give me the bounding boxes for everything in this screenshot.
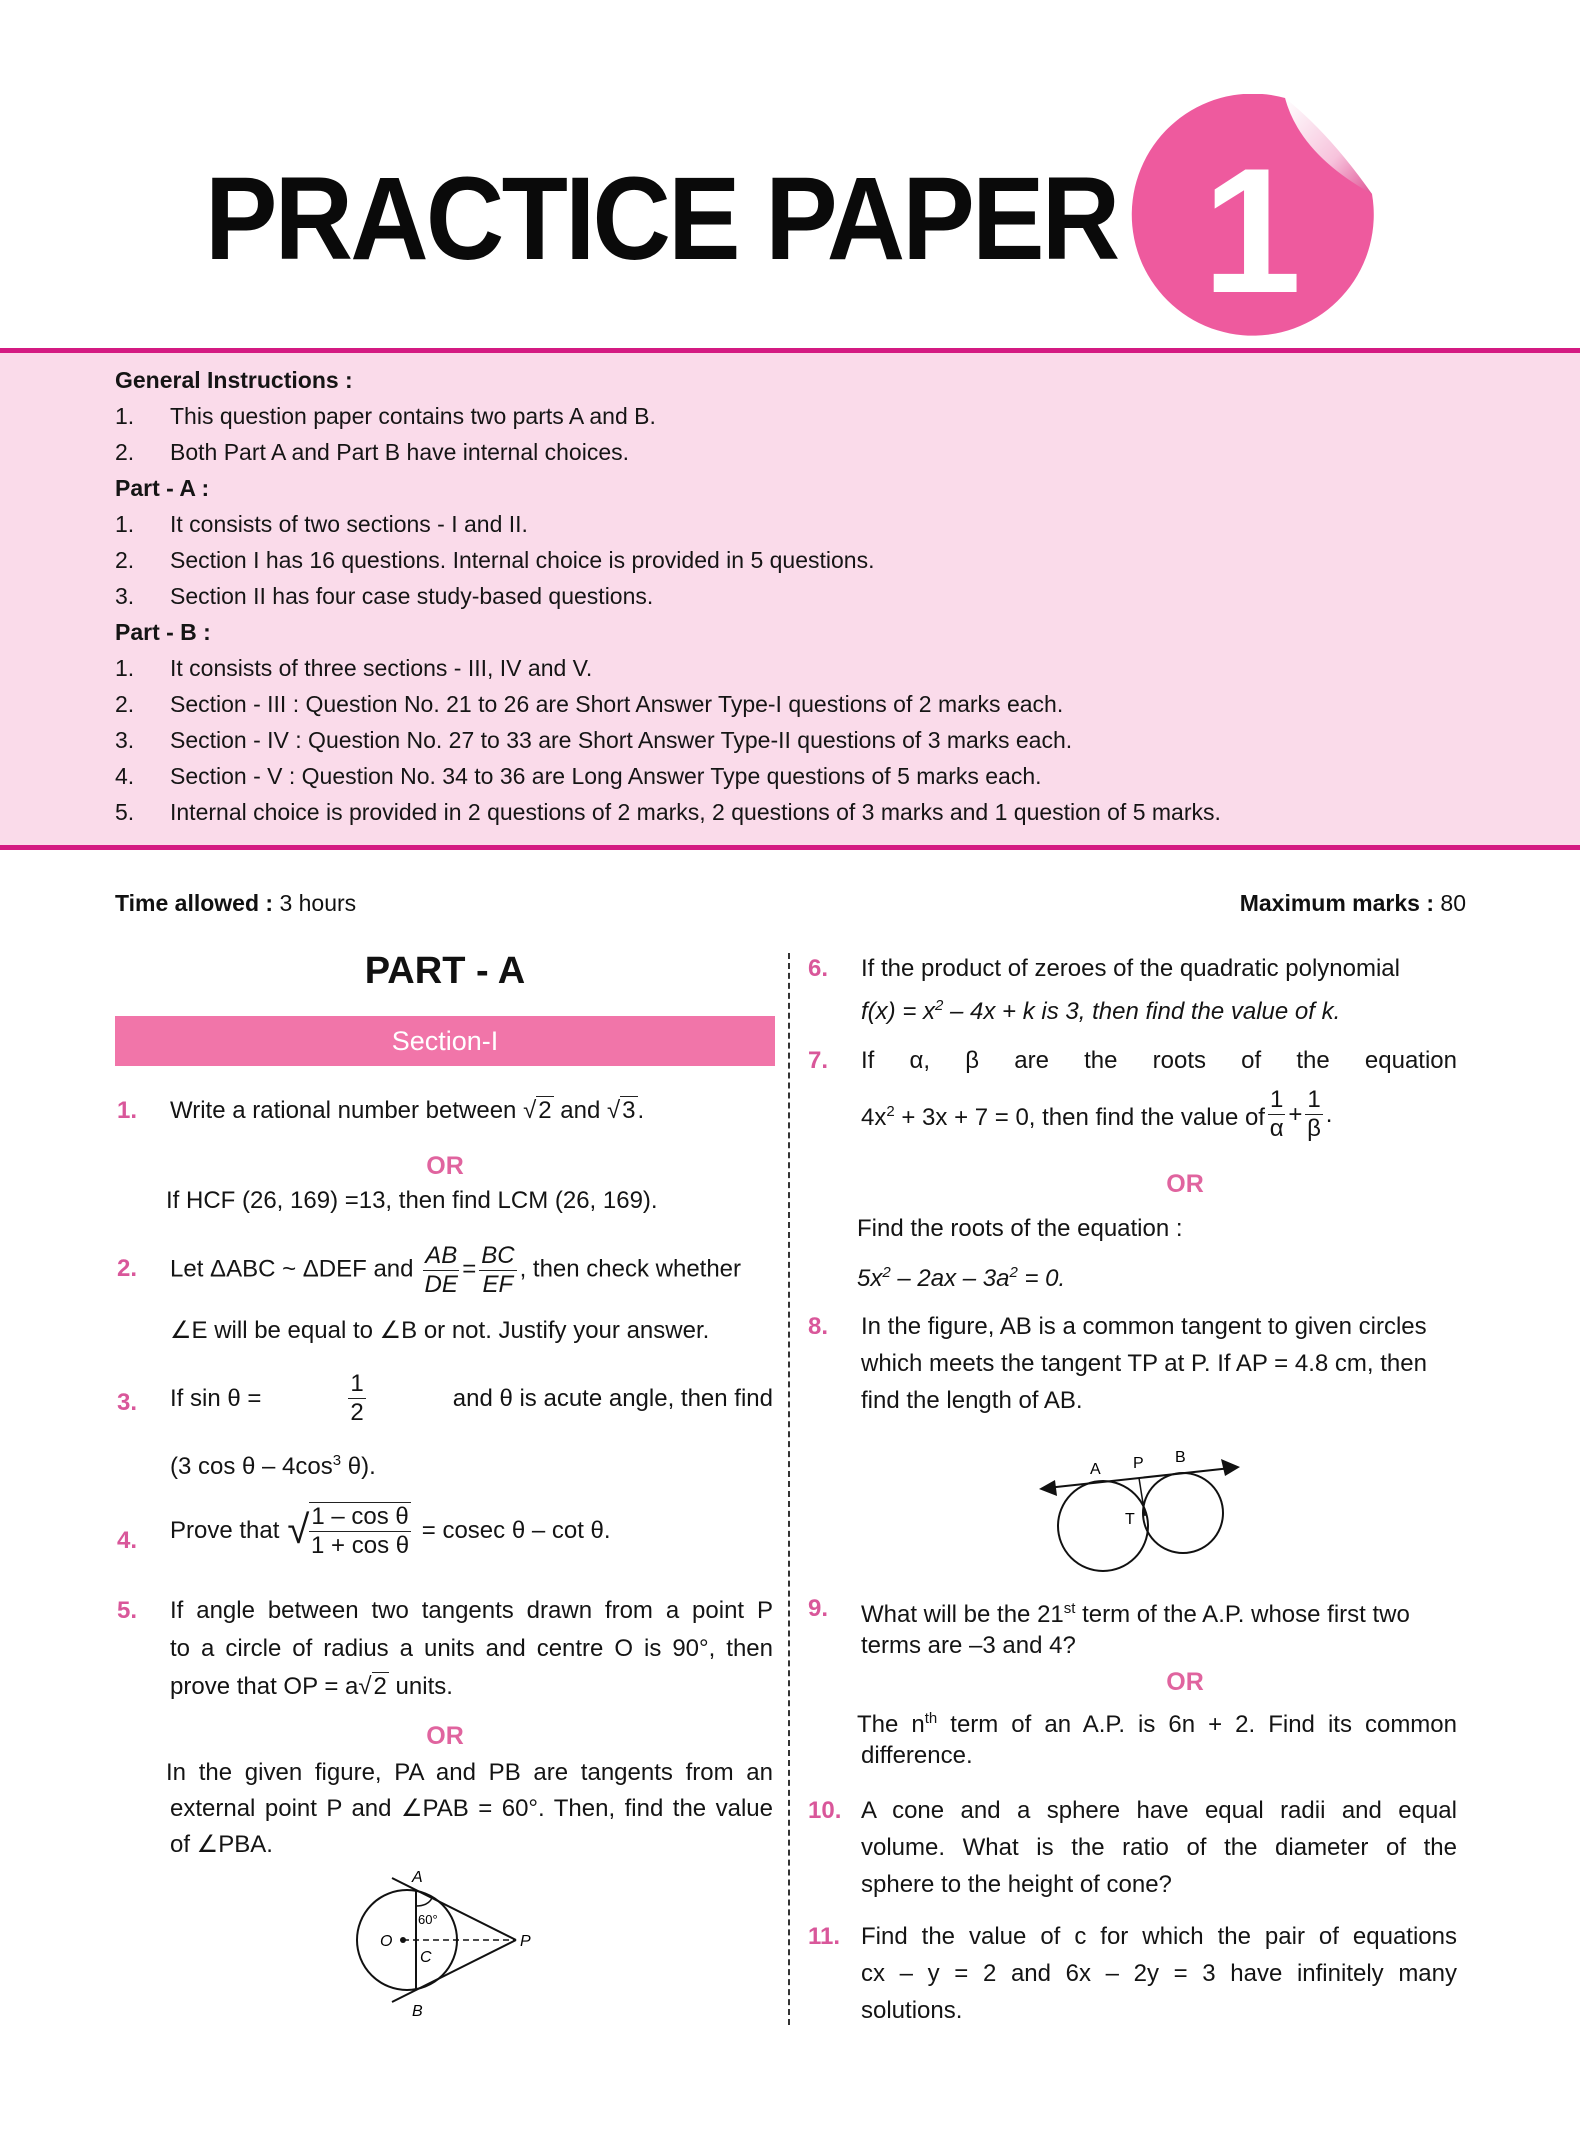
alternate-question-equation: $5x^2 - 2ax - 3a^2 = 0$.	[857, 1264, 1066, 1292]
question-9	[790, 1590, 1580, 1780]
time-allowed	[115, 890, 356, 917]
alternate-question-line1: The $n^{th}$ term of an A.P. is 6n + 2. Find its common	[857, 1710, 1457, 1738]
question-5	[0, 1592, 790, 2032]
question-number: 5.	[117, 1597, 138, 1624]
question-text: If sin θ = $\frac{1}{2}$ and θ is acute angle, then find	[170, 1370, 773, 1426]
label-t: T	[1125, 1511, 1135, 1528]
instructions-heading: General Instructions :	[115, 367, 353, 393]
alternate-question-line2: difference.	[861, 1742, 973, 1769]
question-number: 8.	[808, 1313, 829, 1340]
fraction: $\frac{\text{1 – cos θ}}{\text{1 + cos θ}}$	[311, 1503, 410, 1559]
label-o: O	[380, 1933, 393, 1950]
question-text-line1: Find the value of c for which the pair of equations	[861, 1923, 1457, 1950]
label-a: A	[1090, 1461, 1101, 1478]
question-text-line3: prove that OP = a√2 units.	[170, 1673, 453, 1700]
question-3	[0, 1370, 790, 1480]
maximum-marks	[1240, 890, 1466, 917]
question-number: 10.	[808, 1797, 842, 1824]
question-text-line1: If angle between two tangents drawn from a point P	[170, 1597, 773, 1624]
question-number: 9.	[808, 1595, 829, 1622]
question-number: 2.	[117, 1255, 138, 1282]
question-text-line2: volume. What is the ratio of the diameter of the	[861, 1834, 1457, 1861]
or-label: OR	[426, 1722, 464, 1750]
label-angle: 60°	[418, 1912, 438, 1927]
question-text-line2: ∠E will be equal to ∠B or not. Justify your answer.	[170, 1317, 710, 1344]
time-label: Time allowed :	[115, 890, 274, 916]
question-text: Write a rational number between √2 and √3.	[170, 1097, 645, 1124]
fraction: $\frac{BC}{EF}$	[481, 1242, 515, 1298]
part-b-heading: Part - B :	[115, 619, 211, 645]
fraction: $\frac{1}{\beta}$	[1307, 1086, 1321, 1142]
question-text-line3: solutions.	[861, 1997, 963, 2024]
marks-label: Maximum marks :	[1239, 890, 1435, 916]
question-text-line3: find the length of AB.	[861, 1387, 1083, 1414]
badge-number: 1	[1202, 131, 1302, 330]
fraction: $\frac{1}{2}$	[350, 1370, 364, 1426]
question-text-line2: terms are –3 and 4?	[861, 1632, 1076, 1659]
or-label: OR	[426, 1152, 464, 1180]
question-number: 7.	[808, 1047, 829, 1074]
label-b: B	[412, 2003, 423, 2020]
question-number: 3.	[117, 1389, 138, 1416]
question-text: Let ΔABC ~ ΔDEF and $\frac{AB}{DE}$ = $\frac{BC}{EF}$ , then check whether	[170, 1242, 742, 1298]
question-text-line1: If α, β are the roots of the equation	[861, 1047, 1457, 1074]
fraction: $\frac{1}{\alpha}$	[1269, 1086, 1284, 1142]
common-tangent-figure	[1035, 1446, 1245, 1576]
question-text-line1: In the figure, AB is a common tangent to given circles	[861, 1313, 1427, 1340]
arrow-right-icon	[1221, 1459, 1240, 1476]
alternate-question-text: If HCF (26, 169) =13, then find LCM (26, 169).	[166, 1187, 658, 1214]
question-6	[790, 950, 1580, 1030]
label-b: B	[1175, 1449, 1186, 1466]
question-number: 1.	[117, 1097, 138, 1124]
marks-value: 80	[1440, 890, 1466, 916]
question-number: 6.	[808, 955, 829, 982]
question-text-line2: which meets the tangent TP at P. If AP = 4.8 cm, then	[861, 1350, 1427, 1377]
question-7	[790, 1042, 1580, 1292]
alternate-question-line3: of ∠PBA.	[170, 1831, 273, 1858]
part-a-heading: Part - A :	[115, 475, 210, 501]
or-label: OR	[1166, 1170, 1204, 1198]
time-value: 3 hours	[279, 890, 357, 916]
angle-arc	[416, 1898, 432, 1906]
question-text-line2: (3 cos θ – $4\cos^3$ θ).	[170, 1452, 376, 1480]
question-text-line1: A cone and a sphere have equal radii and equal	[861, 1797, 1457, 1824]
label-p: P	[520, 1933, 531, 1950]
question-number: 11.	[808, 1923, 841, 1950]
page-title: PRACTICE PAPER	[205, 153, 1118, 285]
question-text-line3: sphere to the height of cone?	[861, 1871, 1172, 1898]
question-text-line2: cx – y = 2 and 6x – 2y = 3 have infinitely many	[861, 1960, 1457, 1987]
or-label: OR	[1166, 1668, 1204, 1696]
question-text-line2: to a circle of radius a units and centre O is 90°, then	[170, 1635, 773, 1662]
question-text-line2: $4x^2 + 3x + 7 = 0$, then find the value of $\frac{1}{\alpha}$ + $\frac{1}{\beta}$ .	[861, 1086, 1333, 1142]
right-circle	[1143, 1473, 1223, 1553]
alternate-question-line2: external point P and ∠PAB = 60°. Then, find the value	[170, 1795, 773, 1822]
question-4	[0, 1502, 790, 1572]
question-2	[0, 1242, 790, 1352]
centre-dot	[400, 1937, 406, 1943]
question-number: 4.	[117, 1527, 138, 1554]
question-text-line2: $f(x) = x^2 - 4x + k$ is 3, then find the value of k.	[861, 997, 1341, 1025]
tangent-pa	[392, 1878, 516, 1940]
question-text: Prove that √ $\frac{\text{1 – cos θ}}{\text{1 + cos θ}}$ = cosec θ – cot θ.	[170, 1503, 611, 1559]
arrow-left-icon	[1039, 1480, 1057, 1496]
question-text-line1: What will be the 21st term of the A.P. whose first two	[861, 1600, 1410, 1628]
label-c: C	[420, 1949, 432, 1966]
question-10	[790, 1792, 1580, 1907]
question-text-line1: If the product of zeroes of the quadratic polynomial	[861, 955, 1400, 982]
alternate-question-line1: Find the roots of the equation :	[857, 1215, 1183, 1242]
paper-number-badge	[1130, 94, 1376, 340]
section-i-bar: Section-I	[115, 1016, 775, 1066]
question-11	[790, 1918, 1580, 2033]
fraction: $\frac{AB}{DE}$	[424, 1242, 458, 1298]
tangent-figure	[340, 1864, 560, 2024]
alternate-question-line1: In the given figure, PA and PB are tangents from an	[166, 1759, 773, 1786]
label-a: A	[412, 1869, 423, 1886]
bottom-rule	[0, 845, 1580, 850]
tangent-tp	[1139, 1478, 1145, 1516]
question-8	[790, 1308, 1580, 1578]
part-a-heading-main: PART - A	[364, 950, 526, 992]
label-p: P	[1133, 1455, 1144, 1472]
question-1	[0, 1092, 790, 1222]
tangent-pb	[392, 1940, 516, 2002]
